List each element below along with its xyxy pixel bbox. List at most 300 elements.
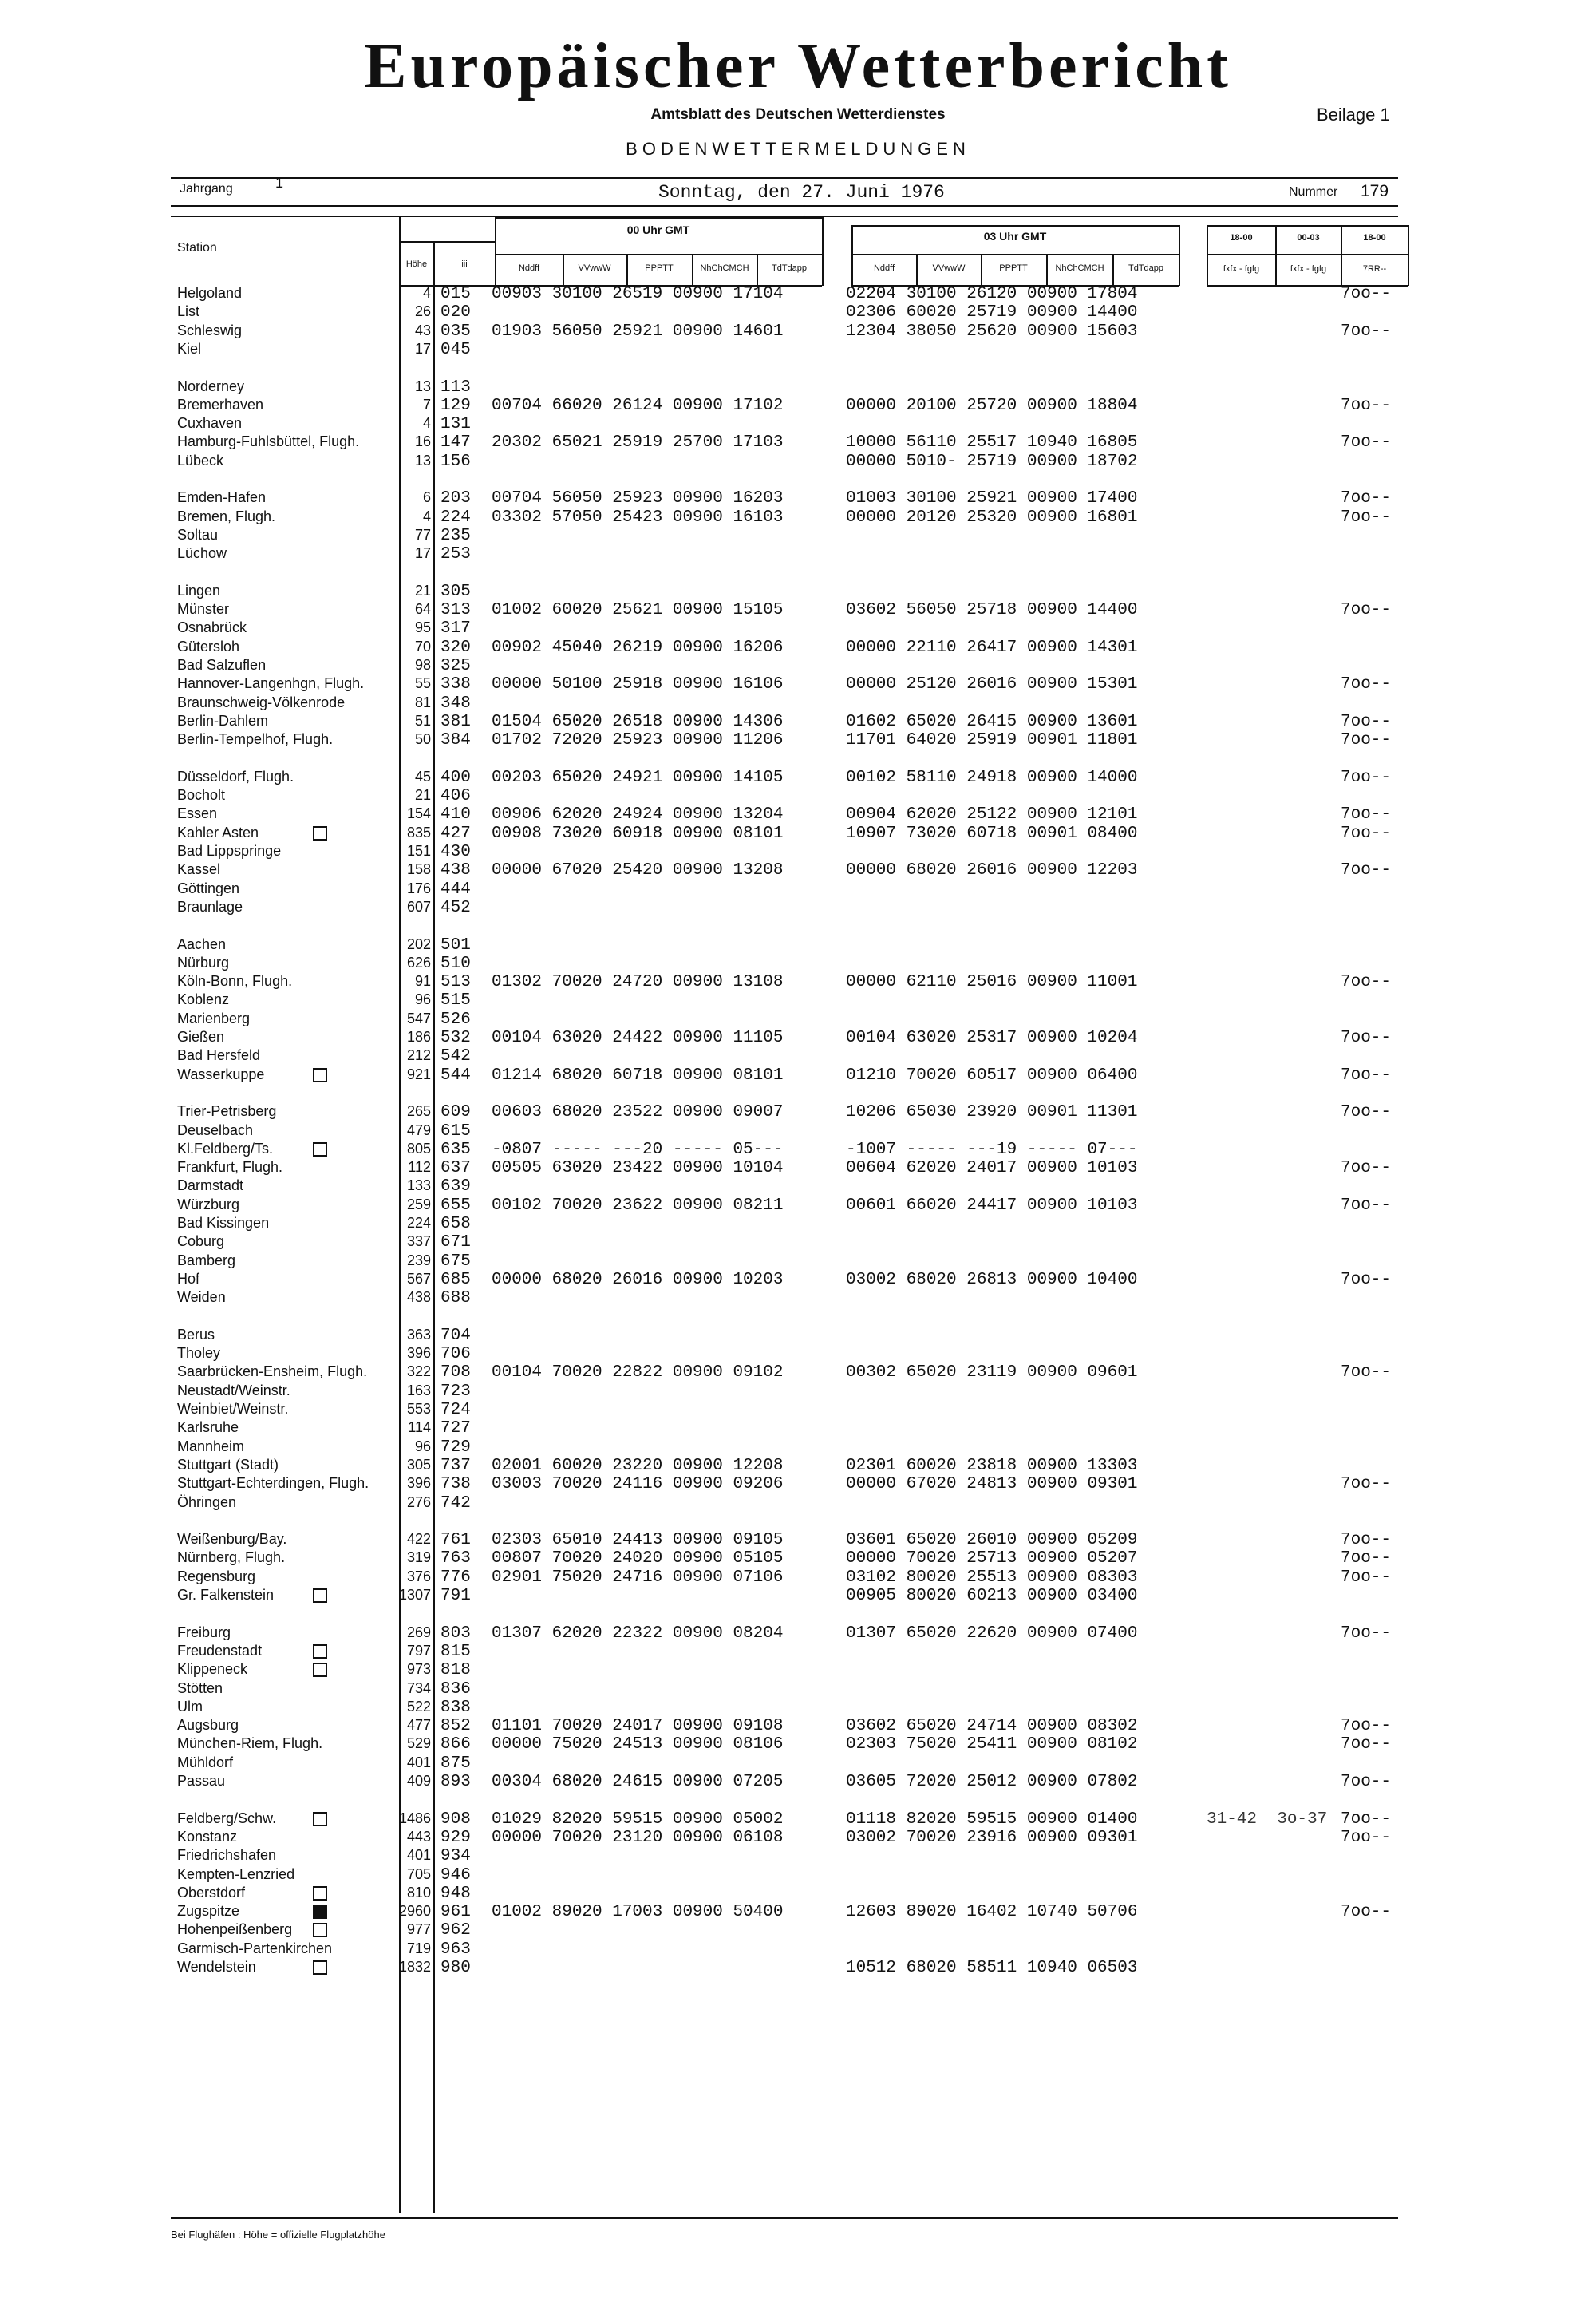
obs-00utc: 00902 45040 26219 00900 16206: [492, 638, 784, 657]
station-id: 893: [440, 1773, 471, 1791]
station-name: Lübeck: [177, 452, 224, 469]
station-height: 4: [422, 285, 431, 301]
station-id: 020: [440, 303, 471, 322]
beilage-label: Beilage 1: [1317, 105, 1390, 125]
obs-03utc: 03602 56050 25718 00900 14400: [846, 601, 1138, 620]
station-height: 6: [422, 489, 431, 506]
station-height: 396: [406, 1345, 431, 1362]
station-id: 444: [440, 880, 471, 899]
precip-group: 7oo--: [1341, 1066, 1392, 1085]
station-id: 688: [440, 1289, 471, 1308]
station-height: 98: [414, 657, 431, 673]
station-name: Frankfurt, Flugh.: [177, 1159, 283, 1176]
station-name: Kempten-Lenzried: [177, 1865, 295, 1882]
station-id: 501: [440, 935, 471, 955]
obs-00utc: 01903 56050 25921 00900 14601: [492, 322, 784, 341]
obs-00utc: 00000 70020 23120 00900 06108: [492, 1828, 784, 1847]
station-id: 430: [440, 843, 471, 861]
station-name: Hannover-Langenhgn, Flugh.: [177, 675, 365, 692]
station-name: Hof: [177, 1270, 200, 1287]
obs-03utc: 03102 80020 25513 00900 08303: [846, 1568, 1138, 1587]
obs-00utc: 01029 82020 59515 00900 05002: [492, 1810, 784, 1829]
station-id: 305: [440, 582, 471, 601]
station-height: 376: [406, 1568, 431, 1584]
mountain-station-filled-box-icon: [313, 1905, 327, 1919]
station-id: 704: [440, 1326, 471, 1345]
station-name: Braunlage: [177, 898, 243, 915]
station-id: 791: [440, 1587, 471, 1605]
mountain-station-box-icon: [313, 1663, 327, 1677]
obs-03utc: 00604 62020 24017 00900 10103: [846, 1159, 1138, 1178]
station-id: 963: [440, 1940, 471, 1959]
obs-03utc: 01307 65020 22620 00900 07400: [846, 1624, 1138, 1643]
obs-03utc: 00000 22110 26417 00900 14301: [846, 638, 1138, 657]
station-height: 797: [406, 1642, 431, 1659]
station-name: Berlin-Tempelhof, Flugh.: [177, 731, 334, 748]
station-name: Lingen: [177, 582, 221, 599]
rule-extra-c3: [1408, 225, 1409, 286]
mountain-station-box-icon: [313, 1644, 327, 1659]
station-id: 317: [440, 619, 471, 639]
station-name: Karlsruhe: [177, 1419, 239, 1436]
station-name: Norderney: [177, 378, 245, 394]
station-height: 322: [406, 1363, 431, 1380]
station-id: 948: [440, 1884, 471, 1903]
nummer-label: Nummer: [1289, 185, 1338, 199]
station-id: 934: [440, 1847, 471, 1866]
obs-00utc: 01002 89020 17003 00900 50400: [492, 1903, 784, 1922]
footnote: Bei Flughäfen : Höhe = offizielle Flugplatzhöhe: [171, 2229, 385, 2241]
station-id: 658: [440, 1215, 471, 1233]
station-name: Münster: [177, 601, 230, 618]
station-id: 253: [440, 545, 471, 564]
obs-00utc: 01101 70020 24017 00900 09108: [492, 1717, 784, 1736]
station-name: Ulm: [177, 1698, 203, 1715]
station-height: 112: [408, 1159, 431, 1176]
station-id: 532: [440, 1029, 471, 1047]
station-name: Bad Kissingen: [177, 1215, 270, 1231]
station-id: 637: [440, 1159, 471, 1178]
station-name: Helgoland: [177, 285, 243, 301]
extra2-bottom: fxfx - fgfg: [1290, 264, 1327, 274]
station-height: 529: [406, 1735, 431, 1752]
rule-extra-top: [1207, 225, 1408, 227]
station-name: Kahler Asten: [177, 825, 259, 841]
obs-03utc: 00104 63020 25317 00900 10204: [846, 1029, 1138, 1047]
station-name: Bamberg: [177, 1252, 236, 1268]
station-name: Lüchow: [177, 545, 227, 562]
station-name: Freudenstadt: [177, 1643, 262, 1659]
station-id: 929: [440, 1828, 471, 1847]
b3-col-vvwww: VVwwW: [932, 263, 966, 273]
station-id: 406: [440, 787, 471, 806]
station-name: Zugspitze: [177, 1903, 239, 1920]
precip-group: 7oo--: [1341, 1717, 1392, 1736]
precip-group: 7oo--: [1341, 1270, 1392, 1289]
station-name: Garmisch-Partenkirchen: [177, 1940, 333, 1956]
station-height: 21: [414, 582, 431, 599]
obs-03utc: 00000 68020 26016 00900 12203: [846, 861, 1138, 880]
station-id: 035: [440, 322, 471, 341]
obs-03utc: 12603 89020 16402 10740 50706: [846, 1903, 1138, 1922]
obs-03utc: 01003 30100 25921 00900 17400: [846, 489, 1138, 508]
obs-03utc: 10206 65030 23920 00901 11301: [846, 1103, 1138, 1122]
obs-00utc: 01504 65020 26518 00900 14306: [492, 712, 784, 731]
precip-group: 7oo--: [1341, 861, 1392, 880]
rule-bottom: [171, 2217, 1398, 2219]
station-id: 875: [440, 1754, 471, 1773]
station-name: Aachen: [177, 935, 227, 952]
station-height: 734: [406, 1679, 431, 1696]
station-height: 396: [406, 1475, 431, 1492]
station-id: 706: [440, 1345, 471, 1364]
obs-00utc: 00000 50100 25918 00900 16106: [492, 675, 784, 694]
station-height: 607: [406, 898, 431, 915]
station-id: 737: [440, 1456, 471, 1475]
obs-03utc: -1007 ----- ---19 ----- 07---: [846, 1140, 1138, 1159]
station-name: Trier-Petrisberg: [177, 1103, 277, 1120]
obs-03utc: 01602 65020 26415 00900 13601: [846, 712, 1138, 731]
station-height: 45: [414, 768, 431, 785]
station-id: 852: [440, 1717, 471, 1736]
station-height: 176: [406, 880, 431, 896]
mountain-station-box-icon: [313, 1960, 327, 1975]
precip-group: 7oo--: [1341, 1103, 1392, 1122]
obs-00utc: 02901 75020 24716 00900 07106: [492, 1568, 784, 1587]
obs-03utc: 00000 20120 25320 00900 16801: [846, 508, 1138, 527]
obs-00utc: 00903 30100 26519 00900 17104: [492, 285, 784, 303]
station-height: 16: [414, 433, 431, 450]
extra3-top: 18-00: [1363, 233, 1386, 243]
precip-group: 7oo--: [1341, 1810, 1392, 1829]
precip-group: 7oo--: [1341, 675, 1392, 694]
extra1-bottom: fxfx - fgfg: [1223, 264, 1260, 274]
obs-00utc: 03302 57050 25423 00900 16103: [492, 508, 784, 527]
obs-03utc: 00000 25120 26016 00900 15301: [846, 675, 1138, 694]
station-name: Bad Salzuflen: [177, 657, 267, 673]
station-name: Berlin-Dahlem: [177, 712, 269, 729]
station-name: Mühldorf: [177, 1754, 234, 1770]
station-height: 337: [406, 1233, 431, 1250]
obs-03utc: 00000 20100 25720 00900 18804: [846, 396, 1138, 415]
station-name: Oberstdorf: [177, 1885, 245, 1901]
station-name: Tholey: [177, 1345, 221, 1362]
station-id: 313: [440, 601, 471, 620]
station-height: 805: [406, 1140, 431, 1157]
station-id: 763: [440, 1549, 471, 1568]
obs-03utc: 00000 62110 25016 00900 11001: [846, 973, 1138, 992]
station-height: 479: [406, 1121, 431, 1138]
station-height: 438: [406, 1289, 431, 1306]
precip-group: 7oo--: [1341, 601, 1392, 620]
station-id: 655: [440, 1196, 471, 1215]
station-name: Darmstadt: [177, 1177, 244, 1194]
station-height: 705: [406, 1865, 431, 1882]
precip-group: 7oo--: [1341, 1828, 1392, 1847]
station-name: Weiden: [177, 1289, 226, 1306]
mountain-station-box-icon: [313, 1923, 327, 1937]
station-name: Konstanz: [177, 1828, 238, 1845]
report-date: Sonntag, den 27. Juni 1976: [658, 182, 945, 203]
obs-03utc: 10000 56110 25517 10940 16805: [846, 433, 1138, 453]
station-height: 269: [406, 1624, 431, 1640]
obs-03utc: 03605 72020 25012 00900 07802: [846, 1773, 1138, 1791]
station-name: Schleswig: [177, 322, 243, 338]
station-id: 452: [440, 898, 471, 917]
obs-03utc: 03002 70020 23916 00900 09301: [846, 1828, 1138, 1847]
rule-block0-top: [495, 217, 822, 219]
station-id: 724: [440, 1401, 471, 1419]
station-name: Nürburg: [177, 954, 230, 971]
station-name: Soltau: [177, 526, 219, 543]
obs-00utc: 00807 70020 24020 00900 05105: [492, 1549, 784, 1568]
station-name: Koblenz: [177, 991, 230, 1008]
rule-block3-right: [1179, 225, 1180, 286]
precip-group: 7oo--: [1341, 489, 1392, 508]
station-name: Osnabrück: [177, 619, 247, 636]
obs-00utc: 02001 60020 23220 00900 12208: [492, 1456, 784, 1475]
station-name: Wendelstein: [177, 1959, 256, 1976]
station-name: Gütersloh: [177, 638, 240, 655]
station-height: 401: [406, 1754, 431, 1770]
station-name: Braunschweig-Völkenrode: [177, 694, 346, 710]
station-id: 515: [440, 991, 471, 1011]
obs-00utc: 00704 66020 26124 00900 17102: [492, 396, 784, 415]
obs-00utc: 01002 60020 25621 00900 15105: [492, 601, 784, 620]
station-id: 325: [440, 657, 471, 675]
precip-group: 7oo--: [1341, 1624, 1392, 1643]
obs-03utc: 00000 70020 25713 00900 05207: [846, 1549, 1138, 1568]
precip-group: 7oo--: [1341, 768, 1392, 787]
precip-group: 7oo--: [1341, 805, 1392, 825]
b3-col-clouds: NhChCMCH: [1055, 263, 1104, 273]
station-height: 319: [406, 1549, 431, 1566]
obs-03utc: 00000 5010- 25719 00900 18702: [846, 452, 1138, 471]
station-id: 410: [440, 805, 471, 825]
obs-00utc: 20302 65021 25919 25700 17103: [492, 433, 784, 453]
precip-group: 7oo--: [1341, 1196, 1392, 1215]
precip-group: 7oo--: [1341, 1549, 1392, 1568]
station-height: 96: [414, 1438, 431, 1454]
precip-group: 7oo--: [1341, 433, 1392, 453]
station-id: 542: [440, 1047, 471, 1066]
station-height: 154: [406, 805, 431, 822]
station-height: 51: [414, 712, 431, 729]
rule-block3-left: [851, 225, 853, 286]
station-height: 91: [414, 973, 431, 990]
obs-03utc: 11701 64020 25919 00901 11801: [846, 731, 1138, 750]
station-name: Würzburg: [177, 1196, 240, 1212]
station-height: 77: [414, 526, 431, 543]
station-id: 348: [440, 694, 471, 713]
precip-group: 7oo--: [1341, 508, 1392, 527]
station-height: 363: [406, 1326, 431, 1343]
station-height: 239: [406, 1252, 431, 1268]
station-id: 803: [440, 1624, 471, 1643]
obs-03utc: 12304 38050 25620 00900 15603: [846, 322, 1138, 341]
station-name: Hamburg-Fuhlsbüttel, Flugh.: [177, 433, 360, 450]
obs-03utc: 00000 67020 24813 00900 09301: [846, 1475, 1138, 1494]
station-name: Bremen, Flugh.: [177, 508, 276, 524]
station-name: Düsseldorf, Flugh.: [177, 768, 294, 785]
block3-title: 03 Uhr GMT: [983, 230, 1047, 243]
obs-00utc: 00000 67020 25420 00900 13208: [492, 861, 784, 880]
rule-hoehe-top: [399, 241, 495, 243]
station-id: 338: [440, 675, 471, 694]
station-height: 835: [406, 824, 431, 841]
obs-03utc: 03602 65020 24714 00900 08302: [846, 1717, 1138, 1736]
precip-group: 7oo--: [1341, 1531, 1392, 1550]
station-name: Emden-Hafen: [177, 489, 267, 506]
station-height: 95: [414, 619, 431, 636]
b0-col-nddff: Nddff: [518, 263, 540, 273]
station-name: Mannheim: [177, 1438, 245, 1454]
station-id: 818: [440, 1661, 471, 1680]
station-name: Bad Hersfeld: [177, 1047, 261, 1064]
station-height: 626: [406, 954, 431, 971]
station-id: 129: [440, 396, 471, 415]
precip-group: 7oo--: [1341, 1363, 1392, 1382]
station-name: Friedrichshafen: [177, 1847, 277, 1864]
station-height: 553: [406, 1401, 431, 1417]
station-id: 400: [440, 768, 471, 787]
station-id: 838: [440, 1698, 471, 1717]
obs-03utc: 00905 80020 60213 00900 03400: [846, 1587, 1138, 1605]
station-name: Stuttgart (Stadt): [177, 1456, 279, 1473]
precip-group: 7oo--: [1341, 285, 1392, 303]
station-height: 55: [414, 675, 431, 692]
station-name: Bad Lippspringe: [177, 843, 282, 859]
precip-group: 7oo--: [1341, 1159, 1392, 1178]
obs-00utc: 00603 68020 23522 00900 09007: [492, 1103, 784, 1122]
column-hoehe: Höhe: [405, 259, 428, 269]
b3-col-ppptt: PPPTT: [999, 263, 1028, 273]
station-id: 513: [440, 973, 471, 992]
mountain-station-box-icon: [313, 1068, 327, 1082]
b0-col-ppptt: PPPTT: [645, 263, 674, 273]
report-title: Europäischer Wetterbericht: [364, 31, 1232, 101]
station-name: Berus: [177, 1326, 215, 1343]
station-name: Hohenpeißenberg: [177, 1921, 292, 1938]
station-name: Wasserkuppe: [177, 1066, 264, 1083]
station-height: 7: [422, 396, 431, 413]
obs-00utc: 00906 62020 24924 00900 13204: [492, 805, 784, 825]
station-name: Kl.Feldberg/Ts.: [177, 1141, 273, 1157]
mountain-station-box-icon: [313, 1142, 327, 1157]
rule-block3-top: [851, 225, 1179, 227]
obs-00utc: -0807 ----- ---20 ----- 05---: [492, 1140, 784, 1159]
station-name: Neustadt/Weinstr.: [177, 1382, 290, 1398]
station-height: 21: [414, 787, 431, 804]
station-id: 946: [440, 1865, 471, 1885]
precip-group: 7oo--: [1341, 973, 1392, 992]
station-name: Marienberg: [177, 1010, 251, 1026]
b0-col-clouds: NhChCMCH: [700, 263, 749, 273]
nummer-value: 179: [1361, 182, 1389, 200]
station-height: 567: [406, 1270, 431, 1287]
station-id: 836: [440, 1679, 471, 1699]
b3-col-nddff: Nddff: [873, 263, 895, 273]
obs-00utc: 00304 68020 24615 00900 07205: [492, 1773, 784, 1791]
station-name: Deuselbach: [177, 1121, 254, 1138]
obs-03utc: 02303 75020 25411 00900 08102: [846, 1735, 1138, 1754]
station-id: 615: [440, 1121, 471, 1141]
report-subtitle: Amtsblatt des Deutschen Wetterdienstes: [650, 106, 946, 123]
station-height: 114: [408, 1419, 431, 1436]
rule-hoehe-right: [433, 241, 435, 2213]
station-height: 96: [414, 991, 431, 1008]
station-name: München-Riem, Flugh.: [177, 1735, 323, 1752]
obs-00utc: 01214 68020 60718 00900 08101: [492, 1066, 784, 1085]
station-name: Stötten: [177, 1679, 223, 1696]
station-name: Regensburg: [177, 1568, 256, 1584]
obs-03utc: 10512 68020 58511 10940 06503: [846, 1959, 1138, 1977]
station-name: Nürnberg, Flugh.: [177, 1549, 286, 1566]
station-id: 742: [440, 1493, 471, 1513]
station-height: 1832: [398, 1959, 431, 1975]
station-id: 738: [440, 1475, 471, 1494]
obs-00utc: 01702 72020 25923 00900 11206: [492, 731, 784, 750]
station-id: 203: [440, 489, 471, 508]
station-height: 259: [406, 1196, 431, 1212]
station-name: Saarbrücken-Ensheim, Flugh.: [177, 1363, 368, 1380]
station-id: 635: [440, 1140, 471, 1159]
extra2-top: 00-03: [1297, 233, 1320, 243]
precip-group: 7oo--: [1341, 396, 1392, 415]
station-id: 980: [440, 1959, 471, 1977]
precip-group: 7oo--: [1341, 731, 1392, 750]
station-id: 723: [440, 1382, 471, 1401]
station-id: 761: [440, 1531, 471, 1550]
station-height: 401: [406, 1847, 431, 1864]
obs-00utc: 00704 56050 25923 00900 16203: [492, 489, 784, 508]
station-height: 133: [406, 1177, 431, 1194]
station-id: 381: [440, 712, 471, 731]
obs-03utc: 03601 65020 26010 00900 05209: [846, 1531, 1138, 1550]
station-name: Coburg: [177, 1233, 225, 1250]
station-height: 422: [406, 1531, 431, 1548]
obs-00utc: 00908 73020 60918 00900 08101: [492, 824, 784, 843]
station-id: 510: [440, 954, 471, 973]
station-id: 685: [440, 1270, 471, 1289]
station-name: Köln-Bonn, Flugh.: [177, 973, 293, 990]
station-height: 64: [414, 601, 431, 618]
station-id: 235: [440, 526, 471, 545]
station-height: 26: [414, 303, 431, 320]
obs-00utc: 00203 65020 24921 00900 14105: [492, 768, 784, 787]
precip-group: 7oo--: [1341, 1029, 1392, 1047]
station-name: Stuttgart-Echterdingen, Flugh.: [177, 1475, 369, 1492]
precip-group: 7oo--: [1341, 322, 1392, 341]
station-height: 973: [406, 1661, 431, 1678]
station-height: 810: [406, 1884, 431, 1901]
station-name: Weißenburg/Bay.: [177, 1531, 287, 1548]
station-height: 158: [406, 861, 431, 878]
station-height: 522: [406, 1698, 431, 1715]
rule-meta-bottom: [171, 205, 1398, 207]
station-id: 113: [440, 378, 471, 397]
station-height: 921: [406, 1066, 431, 1082]
extra1-top: 18-00: [1230, 233, 1253, 243]
station-name: Bocholt: [177, 787, 226, 804]
obs-03utc: 00904 62020 25122 00900 12101: [846, 805, 1138, 825]
station-id: 045: [440, 340, 471, 359]
station-height: 13: [414, 452, 431, 469]
station-name: Freiburg: [177, 1624, 231, 1640]
station-name: Gießen: [177, 1029, 225, 1045]
station-id: 866: [440, 1735, 471, 1754]
station-height: 265: [406, 1103, 431, 1120]
